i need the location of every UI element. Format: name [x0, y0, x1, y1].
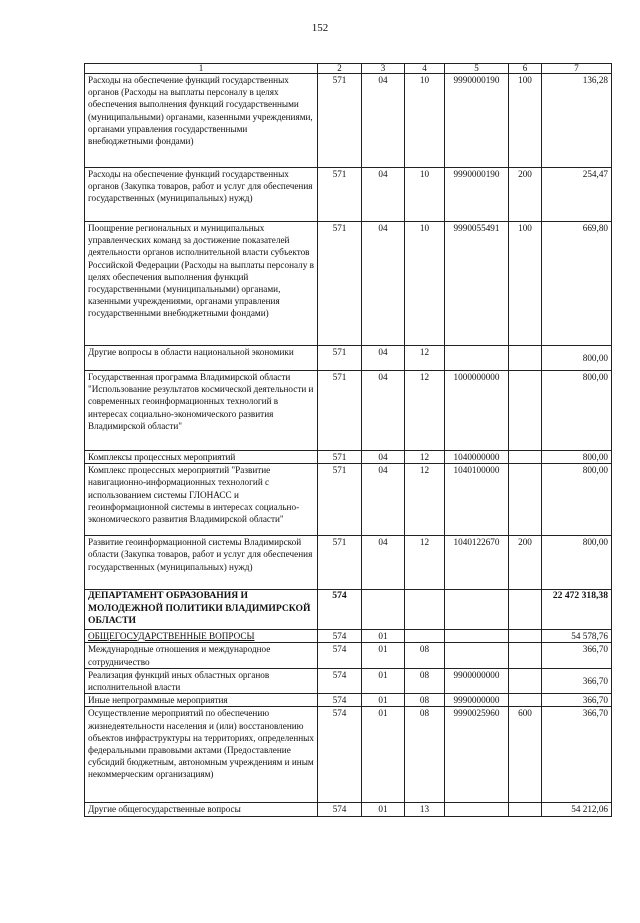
- row-subsection: 08: [405, 707, 445, 803]
- row-target: 1040000000: [445, 451, 509, 464]
- row-name: Другие общегосударственные вопросы: [85, 803, 318, 816]
- row-amount: 800,00: [542, 536, 612, 590]
- row-type: [509, 803, 542, 816]
- row-amount: 254,47: [542, 168, 612, 222]
- row-code: 571: [318, 451, 362, 464]
- header-cell: 1: [85, 64, 318, 74]
- table-row: [85, 707, 612, 803]
- row-code: 571: [318, 536, 362, 590]
- row-name: ДЕПАРТАМЕНТ ОБРАЗОВАНИЯ И МОЛОДЕЖНОЙ ПОЛИТИКИ ВЛАДИМИРСКОЙ ОБЛАСТИ: [85, 590, 318, 630]
- row-subsection: 08: [405, 643, 445, 668]
- table-row: [85, 668, 612, 693]
- table-row: [85, 371, 612, 451]
- row-type: [509, 630, 542, 643]
- row-target: 1040122670: [445, 536, 509, 590]
- row-type: [509, 464, 542, 536]
- row-section: 01: [362, 707, 405, 803]
- header-cell: 7: [542, 64, 612, 74]
- row-section: 04: [362, 464, 405, 536]
- row-amount: 54 578,76: [542, 630, 612, 643]
- row-code: 571: [318, 168, 362, 222]
- row-section: 01: [362, 668, 405, 693]
- budget-table: [84, 63, 612, 817]
- row-section: 04: [362, 451, 405, 464]
- row-section: 04: [362, 371, 405, 451]
- row-amount: 22 472 318,38: [542, 590, 612, 630]
- row-target: 9990000190: [445, 74, 509, 168]
- row-code: 571: [318, 74, 362, 168]
- row-target: [445, 630, 509, 643]
- row-amount: 54 212,06: [542, 803, 612, 816]
- row-section: 04: [362, 222, 405, 346]
- row-name: Комплексы процессных мероприятий: [85, 451, 318, 464]
- row-subsection: 10: [405, 222, 445, 346]
- row-type: [509, 643, 542, 668]
- row-type: 600: [509, 707, 542, 803]
- row-code: 574: [318, 668, 362, 693]
- row-name: ОБЩЕГОСУДАРСТВЕННЫЕ ВОПРОСЫ: [88, 631, 255, 642]
- row-type: [509, 668, 542, 693]
- row-target: [445, 590, 509, 630]
- header-cell: 4: [405, 64, 445, 74]
- row-target: [445, 346, 509, 371]
- row-name: Международные отношения и международное сотрудничество: [85, 643, 318, 668]
- row-name: Комплекс процессных мероприятий "Развитие навигационно-информационных технологий с использованием системы ГЛОНАСС и геоинформационной системы в интересах социально-экономического развития Владимирской области": [85, 464, 318, 536]
- row-section: 04: [362, 536, 405, 590]
- row-type: [509, 590, 542, 630]
- row-type: 100: [509, 222, 542, 346]
- row-name: Реализация функций иных областных органов исполнительной власти: [85, 668, 318, 693]
- row-subsection: [405, 630, 445, 643]
- row-code: 571: [318, 346, 362, 371]
- row-name: Поощрение региональных и муниципальных управленческих команд за достижение показателей деятельности органов исполнительной власти субъектов Российской Федерации (Расходы на выплаты персоналу в целях обеспечения выполнения функций государственными (муниципальными) органами, казенными учреждениями, органами управления государственными внебюджетными фондами): [85, 222, 318, 346]
- row-amount: 800,00: [542, 371, 612, 451]
- row-amount: 366,70: [542, 668, 612, 693]
- row-type: [509, 694, 542, 707]
- row-target: 1000000000: [445, 371, 509, 451]
- row-type: [509, 371, 542, 451]
- row-type: [509, 451, 542, 464]
- row-name: Расходы на обеспечение функций государственных органов (Расходы на выплаты персоналу в целях обеспечения выполнения функций государственными (муниципальными) органами, казенными учреждениями, органами управления государственными внебюджетными фондами): [85, 74, 318, 168]
- header-cell: 2: [318, 64, 362, 74]
- row-code: 574: [318, 803, 362, 816]
- row-section: 01: [362, 803, 405, 816]
- row-code: 574: [318, 643, 362, 668]
- table-row: [85, 630, 612, 643]
- row-subsection: 10: [405, 168, 445, 222]
- row-amount: 800,00: [542, 464, 612, 536]
- table-row: [85, 464, 612, 536]
- row-name: Осуществление мероприятий по обеспечению жизнедеятельности населения и (или) восстановлению объектов инфраструктуры на территориях, определенных федеральными правовыми актами (Предоставление субсидий бюджетным, автономным учреждениям и иным некоммерческим организациям): [85, 707, 318, 803]
- row-amount: 366,70: [542, 707, 612, 803]
- row-section: 01: [362, 694, 405, 707]
- row-section: 04: [362, 168, 405, 222]
- row-name: Другие вопросы в области национальной экономики: [85, 346, 318, 371]
- row-name: Расходы на обеспечение функций государственных органов (Закупка товаров, работ и услуг для обеспечения государственных (муниципальных) нужд): [85, 168, 318, 222]
- row-name-cell: [85, 630, 318, 643]
- table-row: [85, 643, 612, 668]
- row-code: 571: [318, 371, 362, 451]
- header-cell: 6: [509, 64, 542, 74]
- table-row: [85, 803, 612, 816]
- row-subsection: 12: [405, 464, 445, 536]
- table-row: [85, 694, 612, 707]
- row-name: Развитие геоинформационной системы Владимирской области (Закупка товаров, работ и услуг для обеспечения государственных (муниципальных) нужд): [85, 536, 318, 590]
- row-name: Государственная программа Владимирской области "Использование результатов космической деятельности и современных геоинформационных технологий в интересах социально-экономического развития Владимирской области": [85, 371, 318, 451]
- table-row: [85, 451, 612, 464]
- row-amount: 669,80: [542, 222, 612, 346]
- table-row: [85, 536, 612, 590]
- row-target: 9900000000: [445, 668, 509, 693]
- table-header-row: [85, 64, 612, 74]
- row-code: 574: [318, 630, 362, 643]
- page-number: 152: [311, 22, 329, 34]
- row-amount: 800,00: [542, 346, 612, 371]
- row-amount: 800,00: [542, 451, 612, 464]
- row-section: 04: [362, 346, 405, 371]
- table-row: [85, 74, 612, 168]
- row-target: 9990055491: [445, 222, 509, 346]
- row-target: 9990000000: [445, 694, 509, 707]
- row-amount: 366,70: [542, 643, 612, 668]
- row-target: 1040100000: [445, 464, 509, 536]
- row-type: 200: [509, 168, 542, 222]
- table-row: [85, 168, 612, 222]
- row-target: [445, 803, 509, 816]
- row-type: 100: [509, 74, 542, 168]
- row-amount: 136,28: [542, 74, 612, 168]
- row-code: 574: [318, 694, 362, 707]
- header-cell: 3: [362, 64, 405, 74]
- row-section: 04: [362, 74, 405, 168]
- row-subsection: 08: [405, 694, 445, 707]
- row-subsection: [405, 590, 445, 630]
- row-amount: 366,70: [542, 694, 612, 707]
- row-code: 574: [318, 707, 362, 803]
- row-section: 01: [362, 643, 405, 668]
- row-subsection: 12: [405, 371, 445, 451]
- row-type: [509, 346, 542, 371]
- row-target: [445, 643, 509, 668]
- row-name: Иные непрограммные мероприятия: [85, 694, 318, 707]
- row-code: 574: [318, 590, 362, 630]
- row-subsection: 13: [405, 803, 445, 816]
- row-code: 571: [318, 464, 362, 536]
- header-cell: 5: [445, 64, 509, 74]
- row-subsection: 12: [405, 346, 445, 371]
- row-target: 9990025960: [445, 707, 509, 803]
- table-row: [85, 222, 612, 346]
- row-subsection: 12: [405, 536, 445, 590]
- row-subsection: 08: [405, 668, 445, 693]
- row-type: 200: [509, 536, 542, 590]
- table-row: [85, 346, 612, 371]
- row-section: [362, 590, 405, 630]
- row-target: 9990000190: [445, 168, 509, 222]
- row-subsection: 12: [405, 451, 445, 464]
- table-row: [85, 590, 612, 630]
- row-subsection: 10: [405, 74, 445, 168]
- row-section: 01: [362, 630, 405, 643]
- row-code: 571: [318, 222, 362, 346]
